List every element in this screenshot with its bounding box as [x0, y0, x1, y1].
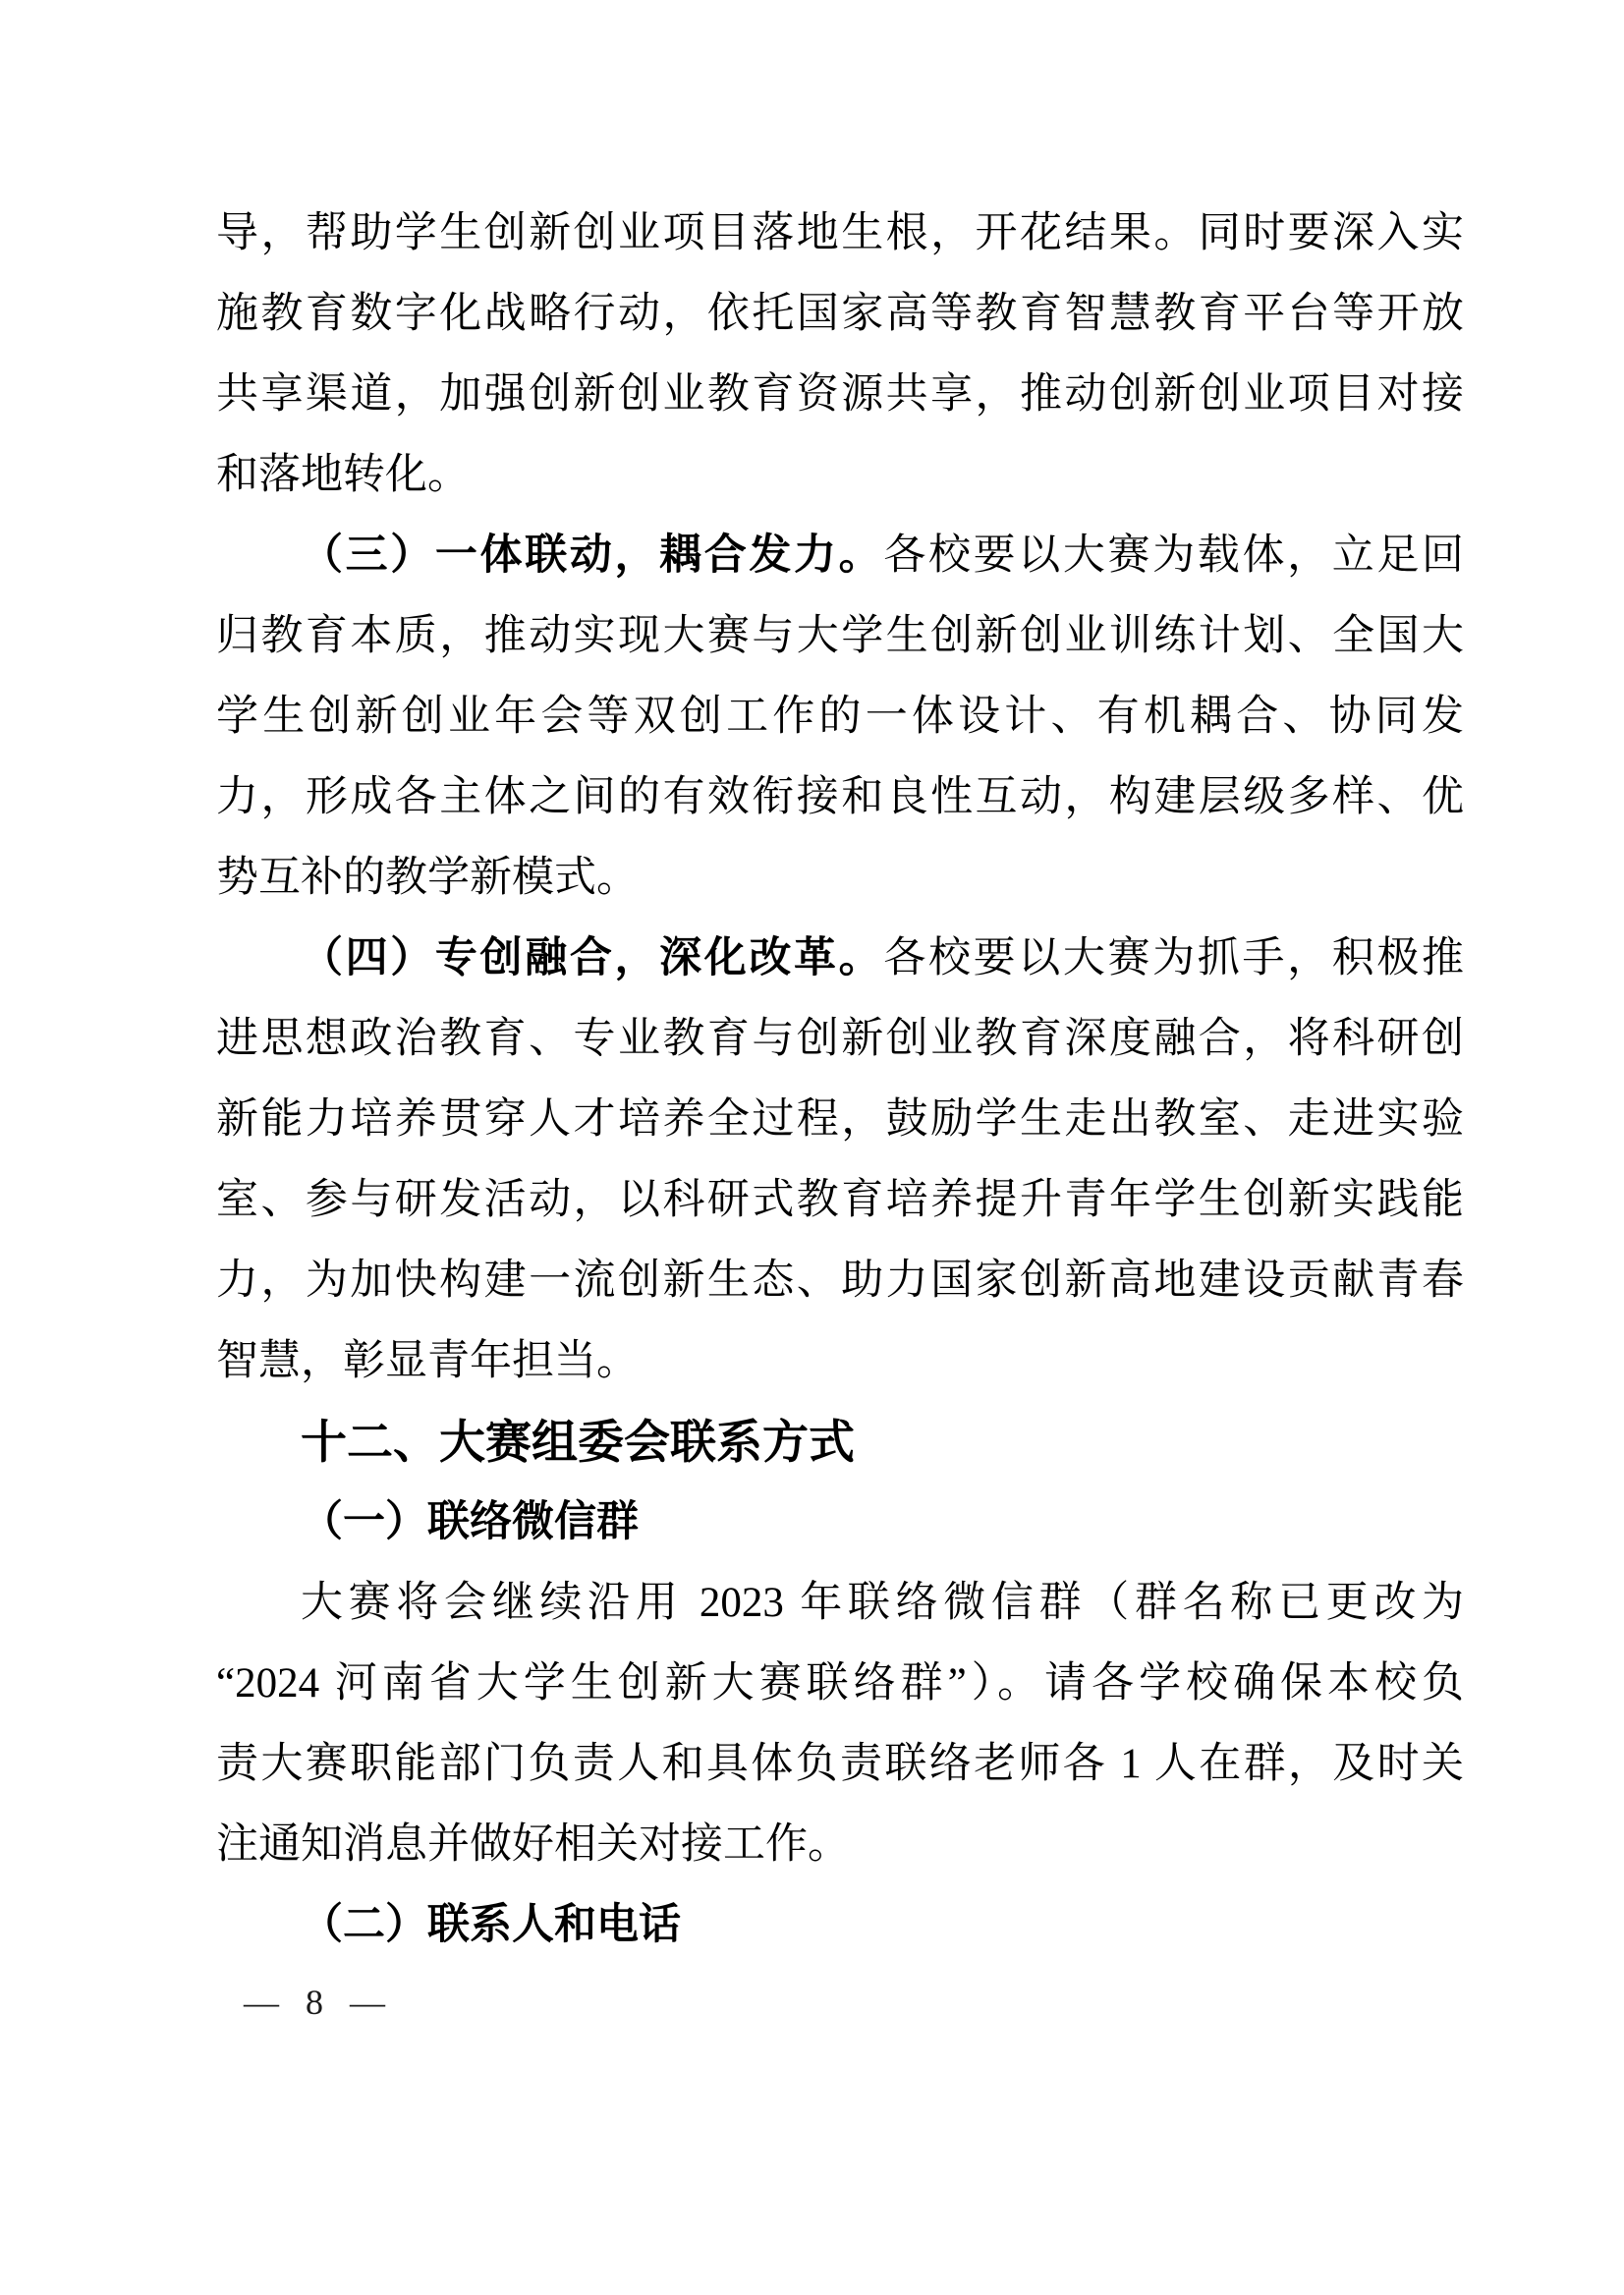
text-segment: 力，形成各主体之间的有效衔接和良性互动，构建层级多样、优 [216, 774, 1464, 820]
text-line [216, 435, 1464, 516]
text-line [216, 194, 1464, 274]
document-page [216, 194, 1464, 1966]
text-segment: 智慧，彰显青年担当。 [216, 1338, 639, 1384]
text-line [216, 1563, 1464, 1644]
text-line [216, 1241, 1464, 1321]
text-line [216, 757, 1464, 838]
text-segment: “2024 河南省大学生创新大赛联络群”）。请各学校确保本校负 [216, 1660, 1464, 1707]
text-line [216, 1080, 1464, 1160]
text-segment: 十二、大赛组委会联系方式 [301, 1416, 855, 1468]
text-segment: （二）联系人和电话 [301, 1902, 681, 1948]
text-line [216, 1724, 1464, 1805]
text-line [216, 919, 1464, 999]
text-segment: 进思想政治教育、专业教育与创新创业教育深度融合，将科研创 [216, 1016, 1464, 1062]
text-line [216, 355, 1464, 435]
text-segment: 归教育本质，推动实现大赛与大学生创新创业训练计划、全国大 [216, 613, 1464, 659]
text-segment: 责大赛职能部门负责人和具体负责联络老师各 1 人在群，及时关 [216, 1741, 1464, 1787]
text-line [216, 838, 1464, 919]
text-line [216, 1805, 1464, 1885]
text-line [216, 1160, 1464, 1241]
text-segment: 共享渠道，加强创新创业教育资源共享，推动创新创业项目对接 [216, 371, 1464, 418]
text-segment: 各校要以大赛为载体，立足回 [883, 532, 1465, 579]
text-line [216, 999, 1464, 1080]
text-line [216, 516, 1464, 596]
text-segment: 学生创新创业年会等双创工作的一体设计、有机耦合、协同发 [216, 694, 1464, 740]
text-line [216, 274, 1464, 355]
text-line [216, 1321, 1464, 1402]
text-segment: 和落地转化。 [216, 452, 470, 498]
text-segment: 新能力培养贯穿人才培养全过程，鼓励学生走出教室、走进实验 [216, 1096, 1464, 1143]
section-heading [216, 1402, 1464, 1483]
text-segment: 各校要以大赛为抓手，积极推 [883, 935, 1465, 981]
text-segment: 力，为加快构建一流创新生态、助力国家创新高地建设贡献青春 [216, 1258, 1464, 1304]
text-segment: 施教育数字化战略行动，依托国家高等教育智慧教育平台等开放 [216, 291, 1464, 337]
text-segment: 室、参与研发活动，以科研式教育培养提升青年学生创新实践能 [216, 1177, 1464, 1223]
text-line [216, 596, 1464, 677]
text-segment: （三）一体联动，耦合发力。 [301, 532, 884, 579]
text-line [216, 677, 1464, 757]
text-segment: 大赛将会继续沿用 2023 年联络微信群（群名称已更改为 [301, 1580, 1464, 1626]
sub-heading [216, 1483, 1464, 1563]
text-segment: 注通知消息并做好相关对接工作。 [216, 1821, 850, 1868]
sub-heading [216, 1885, 1464, 1966]
page-number: — 8 — [244, 1983, 394, 2022]
text-segment: （一）联络微信群 [301, 1499, 639, 1545]
text-segment: 导，帮助学生创新创业项目落地生根，开花结果。同时要深入实 [216, 210, 1464, 256]
text-segment: 势互补的教学新模式。 [216, 855, 639, 901]
text-line [216, 1644, 1464, 1724]
text-segment: （四）专创融合，深化改革。 [301, 935, 884, 981]
